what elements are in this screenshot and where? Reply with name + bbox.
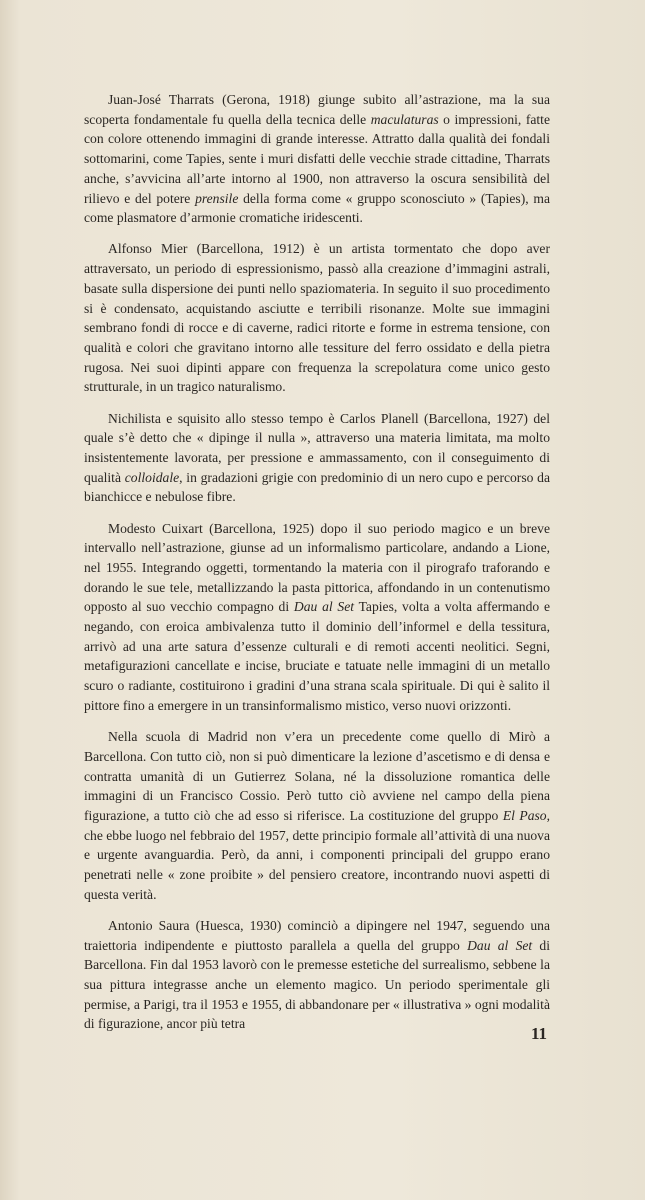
paragraph <box>84 409 550 508</box>
italic-term: maculaturas <box>370 111 439 127</box>
paragraph <box>84 727 550 904</box>
italic-term: Dau al Set <box>467 937 533 953</box>
text-run: Antonio Saura (Huesca, 1930) cominciò a dipingere nel 1947, seguendo una traiettoria indipendente e piuttosto parallela a quella del gruppo <box>84 917 550 953</box>
paragraph <box>84 90 550 228</box>
text-run: , che ebbe luogo nel febbraio del 1957, dette principio formale all’attività di una nuova e urgente avanguardia. Però, da anni, i componenti principali del gruppo erano penetrati nelle « zone proibite » del pensiero creatore, incontrando nuovi aspetti di questa verità. <box>84 807 551 902</box>
italic-term: Dau al Set <box>293 599 355 615</box>
paragraph <box>84 916 550 1034</box>
text-run: Nella scuola di Madrid non v’era un precedente come quello di Mirò a Barcellona. Con tutto ciò, non si può dimenticare la lezione d’ascetismo e di densa e contratta umanità di un Gutierrez Solana, né la dissoluzione romantica delle immagini di un Francisco Cossio. Però tutto ciò avviene nel campo della piena figurazione, a tutto ciò che ad esso si riferisce. La costituzione del gruppo <box>84 729 550 823</box>
italic-term: colloidale <box>124 469 180 485</box>
page-number: 11 <box>530 1024 547 1043</box>
body-text <box>84 90 550 1034</box>
text-run: Juan-José Tharrats (Gerona, 1918) giunge subito all’astrazione, ma la sua scoperta fondamentale fu quella della tecnica delle <box>84 92 550 127</box>
paragraph <box>84 519 550 716</box>
text-run: di Barcellona. Fin dal 1953 lavorò con le premesse estetiche del surrealismo, sebbene la sua pittura integrasse anche un elemento magico. Un periodo sperimentale gli permise, a Parigi, tra il 1953 e 1955, di abbandonare per « illustrativa » ogni modalità di figurazione, ancor più tetra <box>84 937 550 1032</box>
text-run: Modesto Cuixart (Barcellona, 1925) dopo il suo periodo magico e un breve intervallo nell’astrazione, giunse ad un informalismo particolare, andando a Lione, nel 1955. Integrando oggetti, tormentando la materia con il pirografo traforando e dorando le sue tele, metallizzando la pasta pittorica, affondando in un contenutismo opposto al suo vecchio compagno di <box>84 520 550 615</box>
text-run: Nichilista e squisito allo stesso tempo è Carlos Planell (Barcellona, 1927) del quale s’è detto che « dipinge il nulla », attraverso una materia limitata, ma molto insistentemente lavorata, per pressione e ammassamento, con il conseguimento di qualità <box>84 410 550 485</box>
paragraph <box>84 239 550 397</box>
italic-term: El Paso <box>502 807 547 823</box>
italic-term: prensile <box>195 190 239 206</box>
text-run: o impressioni, fatte con colore ottenendo immagini di grande interesse. Attratto dalla qualità dei fondali sottomarini, come Tapies, sente i muri disfatti delle vecchie strade cittadine, Tharrats anche, s’avvicina all’arte intorno al 1900, non attraverso la oscura sensibilità del rilievo e del potere <box>84 111 550 206</box>
text-run: Alfonso Mier (Barcellona, 1912) è un artista tormentato che dopo aver attraversato, un periodo di espressionismo, passò alla creazione d’immagini astrali, basate sulla dispersione dei punti nello spaziomateria. In seguito il suo procedimento si è condensato, acquistando asciutte e terribili risonanze. Molte sue immagini sembrano fondi di rocce e di caverne, radici ritorte e forme in estrema tensione, con qualità e colori che gravitano intorno alle tessiture del ferro ossidato e della pietra rugosa. Nei suoi dipinti appare con frequenza la screpolatura come unico gesto strutturale, in un tragico naturalismo. <box>84 241 550 395</box>
text-run: , in gradazioni grigie con predominio di un nero cupo e percorso da bianchicce e nebulose fibre. <box>84 469 551 505</box>
text-run: della forma come « gruppo sconosciuto » (Tapies), ma come plasmatore d’armonie cromatiche iridescenti. <box>84 190 550 226</box>
text-run: Tapies, volta a volta affermando e negando, con eroica ambivalenza tutto il dominio dell’informel e della tessitura, arrivò ad una arte satura d’essenze culturali e di remoti accenti neolitici. Segni, metafigurazioni cancellate e incise, bruciate e tatuate nelle immagini di un metallo scuro o radiante, costituirono i gradini d’una strana scala spirituale. Di qui è salito il pittore fino a emergere in un transinformalismo mistico, verso nuovi orizzonti. <box>84 599 550 713</box>
